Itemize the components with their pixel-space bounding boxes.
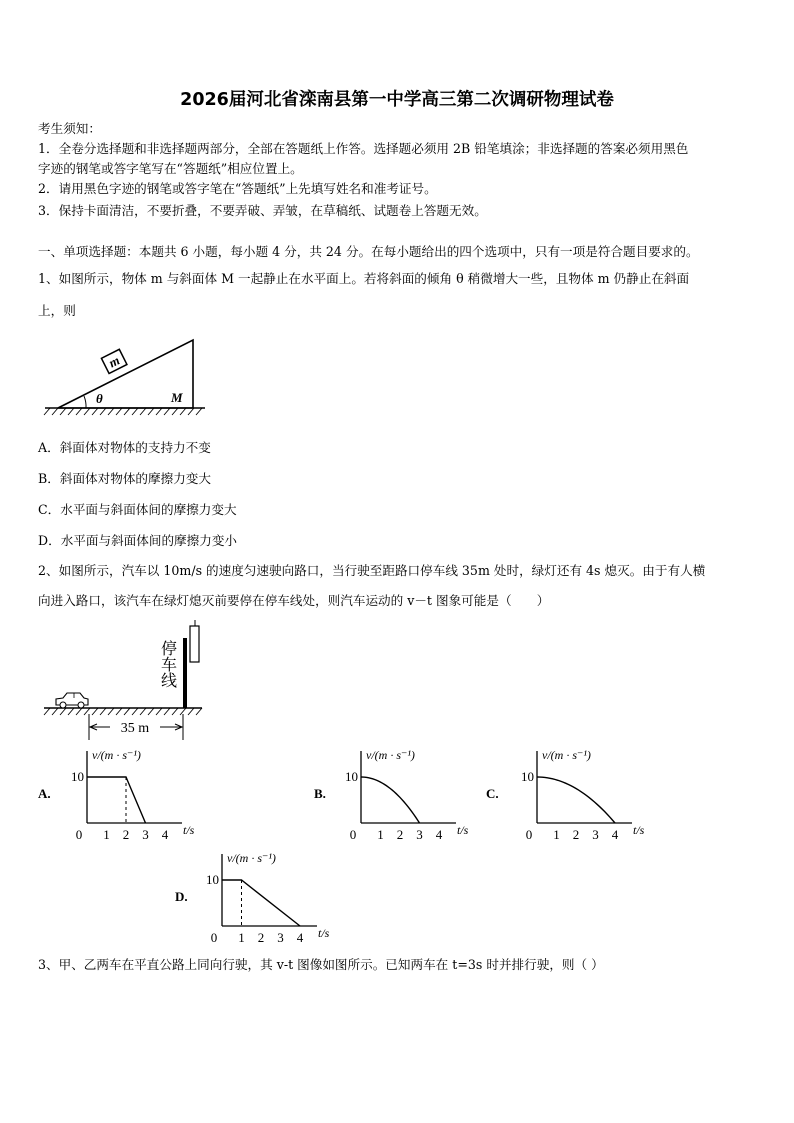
x-tick-label: 3 [416,827,423,842]
x-tick-label: 2 [122,827,130,842]
vt-graph-b [336,745,496,845]
stop-line-post [183,638,187,708]
distance-label: 35 m [120,721,150,736]
x-tick-label: 3 [142,827,149,842]
x-tick-label: 3 [592,827,599,842]
graph-option-d-label: D. [175,889,188,904]
x-tick-label: 4 [161,827,169,842]
x-tick-label: 2 [572,827,580,842]
graph-option-c-label: C. [486,786,499,801]
vt-graph-a [62,745,222,845]
x-tick-label: 1 [238,930,245,945]
y-tick-label: 10 [345,769,358,784]
x-axis-label: t/s [457,823,469,837]
option-b: B．斜面体对物体的摩擦力变大 [38,471,211,486]
vt-graph-d [197,848,357,948]
velocity-line [222,880,300,926]
vt-graph-c [512,745,672,845]
question-1-text: 1、如图所示，物体 m 与斜面体 M 一起静止在水平面上。若将斜面的倾角 θ 稍微增大一些，且物体 m 仍静止在斜面 [38,271,690,286]
question-2-text: 2、如图所示，汽车以 10m/s 的速度匀速驶向路口，当行驶至距路口停车线 35m 处时，绿灯还有 4s 熄灭。由于有人横 [38,563,706,578]
graph-option-b-label: B. [314,786,326,801]
y-axis-label: v/(m · s⁻¹) [542,748,591,762]
x-tick-label: 0 [349,827,357,842]
notice-item: 字迹的钢笔或答字笔写在“答题纸”相应位置上。 [38,161,303,176]
x-tick-label: 2 [396,827,404,842]
x-tick-label: 0 [210,930,218,945]
x-tick-label: 3 [277,930,284,945]
y-tick-label: 10 [521,769,534,784]
question-2-text-cont: 向进入路口，该汽车在绿灯熄灭前要停在停车线处，则汽车运动的 v－t 图象可能是（ ） [38,593,550,608]
x-axis-label: t/s [183,823,195,837]
notice-item: 1．全卷分选择题和非选择题两部分，全部在答题纸上作答。选择题必须用 2B 铅笔填涂；非选择题的答案必须用黑色 [38,141,689,156]
x-tick-label: 1 [553,827,560,842]
page-title: 2026届河北省滦南县第一中学高三第二次调研物理试卷 [180,90,614,110]
stop-line-label: 停车线 [158,640,178,688]
velocity-curve [361,777,420,823]
question-3-text: 3、甲、乙两车在平直公路上同向行驶，其 v-t 图像如图所示。已知两车在 t=3s 时并排行驶，则（ ） [38,957,604,972]
angle-label: θ [96,391,103,406]
x-tick-label: 4 [296,930,304,945]
graph-option-a-label: A. [38,786,51,801]
y-tick-label: 10 [206,872,219,887]
y-tick-label: 10 [71,769,84,784]
y-axis-label: v/(m · s⁻¹) [92,748,141,762]
option-a: A．斜面体对物体的支持力不变 [38,440,211,455]
section-heading: 一、单项选择题：本题共 6 小题，每小题 4 分，共 24 分。在每小题给出的四个选项中，只有一项是符合题目要求的。 [38,244,699,259]
velocity-line [87,777,146,823]
notice-item: 3．保持卡面清洁，不要折叠，不要弄破、弄皱，在草稿纸、试题卷上答题无效。 [38,203,487,218]
option-c: C．水平面与斜面体间的摩擦力变大 [38,502,237,517]
velocity-curve [537,777,615,823]
incline-figure [40,335,210,425]
x-tick-label: 2 [257,930,265,945]
notice-heading: 考生须知： [38,121,101,136]
road-figure [42,618,212,743]
body-label: M [171,390,183,405]
x-tick-label: 0 [525,827,533,842]
traffic-light-icon [190,620,199,662]
notice-item: 2．请用黑色字迹的钢笔或答字笔在“答题纸”上先填写姓名和准考证号。 [38,181,437,196]
x-tick-label: 4 [611,827,619,842]
x-tick-label: 1 [103,827,110,842]
x-axis-label: t/s [633,823,645,837]
x-tick-label: 0 [75,827,83,842]
block-label: m [106,352,123,371]
question-1-text-cont: 上，则 [38,303,76,318]
x-tick-label: 4 [435,827,443,842]
y-axis-label: v/(m · s⁻¹) [227,851,276,865]
x-axis-label: t/s [318,926,330,940]
car-icon [56,693,88,708]
y-axis-label: v/(m · s⁻¹) [366,748,415,762]
x-tick-label: 1 [377,827,384,842]
option-d: D．水平面与斜面体间的摩擦力变小 [38,533,238,548]
